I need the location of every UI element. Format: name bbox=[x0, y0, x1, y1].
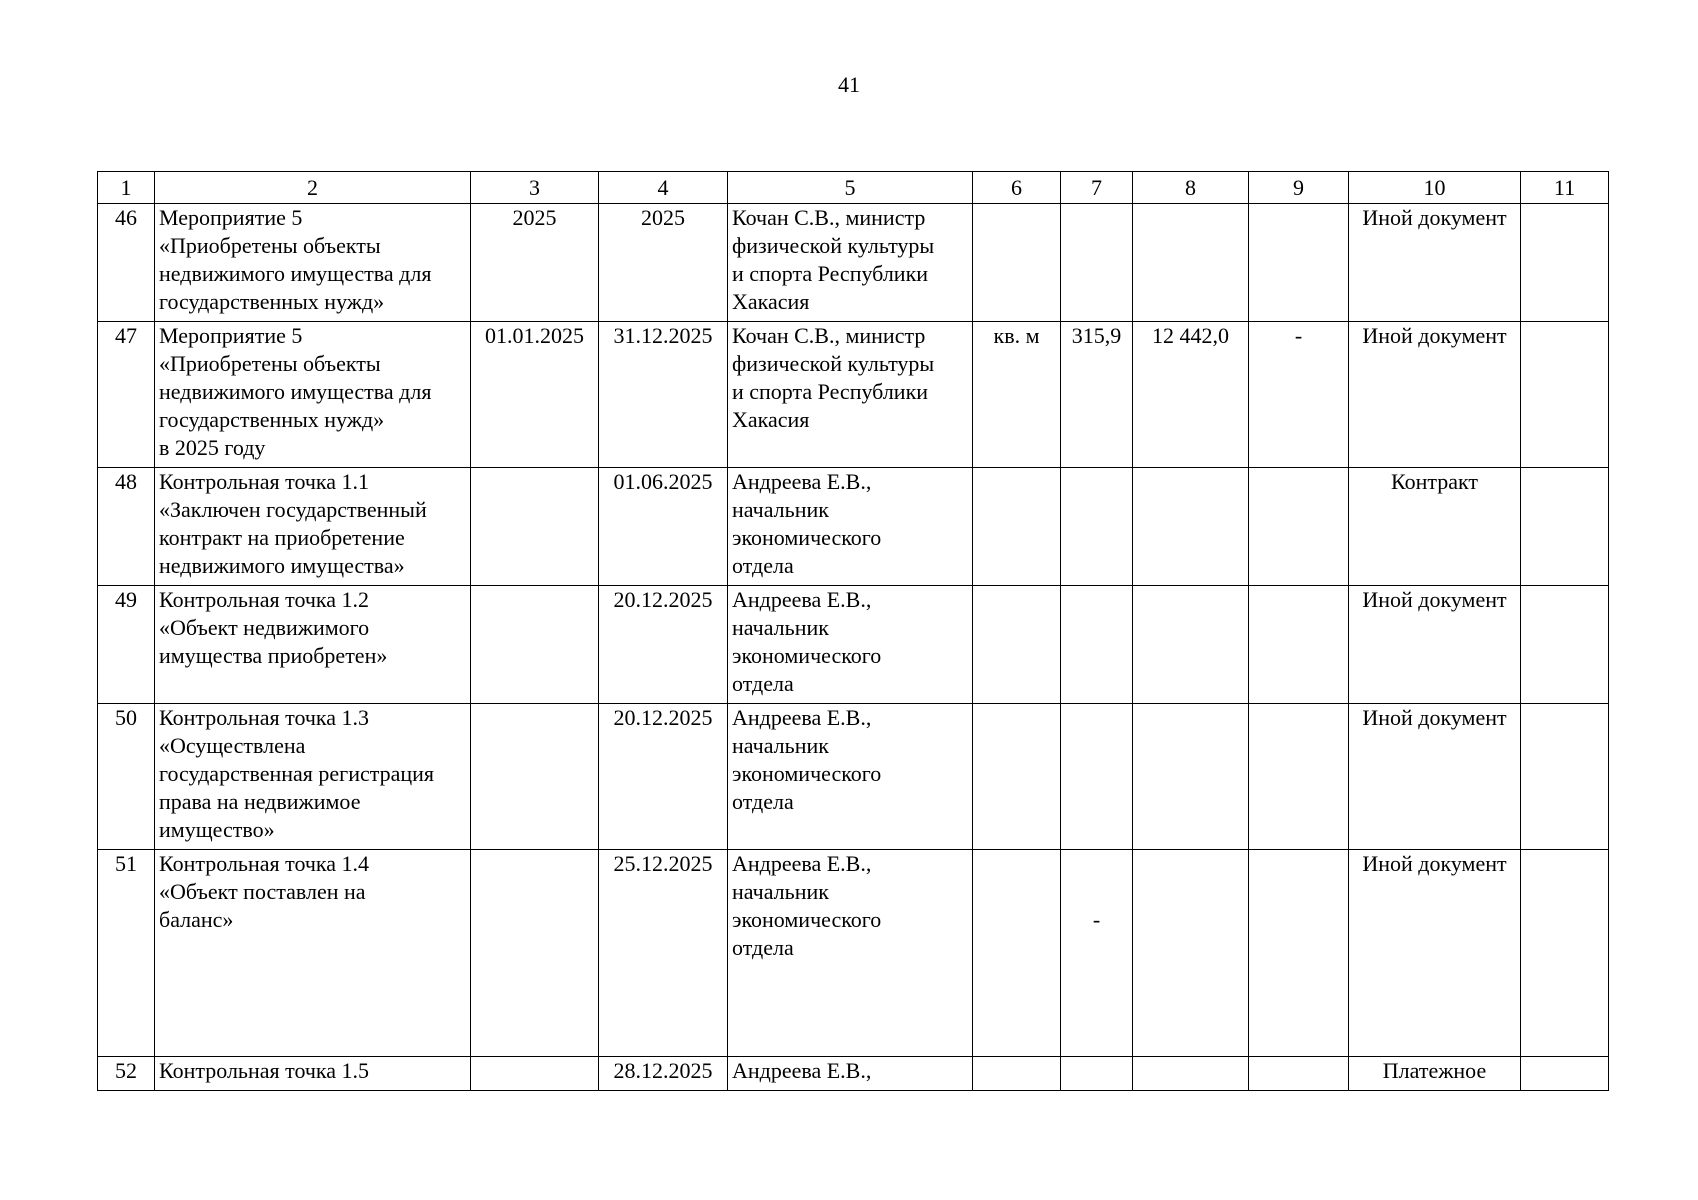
header-col-11: 11 bbox=[1521, 172, 1609, 204]
value bbox=[1061, 204, 1133, 322]
header-col-1: 1 bbox=[98, 172, 155, 204]
header-col-9: 9 bbox=[1249, 172, 1349, 204]
end-date: 01.06.2025 bbox=[599, 468, 728, 586]
activity-name: Контрольная точка 1.3 «Осуществлена государственная регистрация права на недвижимое имущество» bbox=[155, 704, 471, 850]
document-type: Иной документ bbox=[1349, 204, 1521, 322]
col-9 bbox=[1249, 1057, 1349, 1091]
unit bbox=[973, 850, 1061, 1057]
start-date bbox=[471, 704, 599, 850]
row-number: 49 bbox=[98, 586, 155, 704]
col-9: - bbox=[1249, 322, 1349, 468]
row-number: 51 bbox=[98, 850, 155, 1057]
start-date bbox=[471, 850, 599, 1057]
end-date: 20.12.2025 bbox=[599, 586, 728, 704]
row-number: 52 bbox=[98, 1057, 155, 1091]
value bbox=[1061, 468, 1133, 586]
unit bbox=[973, 1057, 1061, 1091]
col-11 bbox=[1521, 322, 1609, 468]
responsible: Кочан С.В., министр физической культуры и спорта Республики Хакасия bbox=[728, 322, 973, 468]
header-col-7: 7 bbox=[1061, 172, 1133, 204]
row-number: 47 bbox=[98, 322, 155, 468]
unit: кв. м bbox=[973, 322, 1061, 468]
col-11 bbox=[1521, 1057, 1609, 1091]
activity-name: Контрольная точка 1.5 bbox=[155, 1057, 471, 1091]
document-type: Контракт bbox=[1349, 468, 1521, 586]
row-number: 46 bbox=[98, 204, 155, 322]
table-row bbox=[98, 1057, 1609, 1091]
document-type: Платежное bbox=[1349, 1057, 1521, 1091]
document-type: Иной документ bbox=[1349, 586, 1521, 704]
col-9 bbox=[1249, 468, 1349, 586]
col-11 bbox=[1521, 204, 1609, 322]
value bbox=[1061, 704, 1133, 850]
amount: 12 442,0 bbox=[1133, 322, 1249, 468]
header-col-6: 6 bbox=[973, 172, 1061, 204]
responsible: Андреева Е.В., bbox=[728, 1057, 973, 1091]
document-type: Иной документ bbox=[1349, 850, 1521, 1057]
header-col-3: 3 bbox=[471, 172, 599, 204]
row-number: 48 bbox=[98, 468, 155, 586]
col-11 bbox=[1521, 850, 1609, 1057]
col-9 bbox=[1249, 204, 1349, 322]
table-row bbox=[98, 704, 1609, 850]
header-col-8: 8 bbox=[1133, 172, 1249, 204]
amount bbox=[1133, 586, 1249, 704]
amount bbox=[1133, 850, 1249, 1057]
start-date: 2025 bbox=[471, 204, 599, 322]
col-9 bbox=[1249, 586, 1349, 704]
end-date: 2025 bbox=[599, 204, 728, 322]
responsible: Андреева Е.В., начальник экономического отдела bbox=[728, 468, 973, 586]
col-9 bbox=[1249, 850, 1349, 1057]
amount bbox=[1133, 704, 1249, 850]
responsible: Андреева Е.В., начальник экономического отдела bbox=[728, 586, 973, 704]
amount bbox=[1133, 468, 1249, 586]
amount bbox=[1133, 204, 1249, 322]
unit bbox=[973, 204, 1061, 322]
activity-name: Контрольная точка 1.1 «Заключен государственный контракт на приобретение недвижимого имущества» bbox=[155, 468, 471, 586]
start-date: 01.01.2025 bbox=[471, 322, 599, 468]
unit bbox=[973, 586, 1061, 704]
document-type: Иной документ bbox=[1349, 322, 1521, 468]
responsible: Андреева Е.В., начальник экономического отдела bbox=[728, 850, 973, 1057]
header-row bbox=[98, 172, 1609, 204]
activities-table bbox=[97, 171, 1609, 1091]
activity-name: Контрольная точка 1.2 «Объект недвижимого имущества приобретен» bbox=[155, 586, 471, 704]
table-row bbox=[98, 586, 1609, 704]
start-date bbox=[471, 586, 599, 704]
col-11 bbox=[1521, 704, 1609, 850]
amount bbox=[1133, 1057, 1249, 1091]
unit bbox=[973, 704, 1061, 850]
activity-name: Контрольная точка 1.4 «Объект поставлен на баланс» bbox=[155, 850, 471, 1057]
value-text: - bbox=[1092, 907, 1101, 932]
end-date: 31.12.2025 bbox=[599, 322, 728, 468]
table-row bbox=[98, 850, 1609, 1057]
page-number: 41 bbox=[838, 72, 860, 97]
activity-name: Мероприятие 5 «Приобретены объекты недвижимого имущества для государственных нужд» в 2025 году bbox=[155, 322, 471, 468]
row-number: 50 bbox=[98, 704, 155, 850]
end-date: 20.12.2025 bbox=[599, 704, 728, 850]
value: 315,9 bbox=[1061, 322, 1133, 468]
start-date bbox=[471, 1057, 599, 1091]
col-11 bbox=[1521, 468, 1609, 586]
col-9 bbox=[1249, 704, 1349, 850]
value bbox=[1061, 1057, 1133, 1091]
table-row bbox=[98, 468, 1609, 586]
header-col-2: 2 bbox=[155, 172, 471, 204]
table-row bbox=[98, 322, 1609, 468]
end-date: 28.12.2025 bbox=[599, 1057, 728, 1091]
value bbox=[1061, 850, 1133, 1057]
start-date bbox=[471, 468, 599, 586]
document-type: Иной документ bbox=[1349, 704, 1521, 850]
col-11 bbox=[1521, 586, 1609, 704]
end-date: 25.12.2025 bbox=[599, 850, 728, 1057]
responsible: Андреева Е.В., начальник экономического отдела bbox=[728, 704, 973, 850]
header-col-10: 10 bbox=[1349, 172, 1521, 204]
value bbox=[1061, 586, 1133, 704]
responsible: Кочан С.В., министр физической культуры и спорта Республики Хакасия bbox=[728, 204, 973, 322]
header-col-4: 4 bbox=[599, 172, 728, 204]
unit bbox=[973, 468, 1061, 586]
table-row bbox=[98, 204, 1609, 322]
header-col-5: 5 bbox=[728, 172, 973, 204]
activity-name: Мероприятие 5 «Приобретены объекты недвижимого имущества для государственных нужд» bbox=[155, 204, 471, 322]
